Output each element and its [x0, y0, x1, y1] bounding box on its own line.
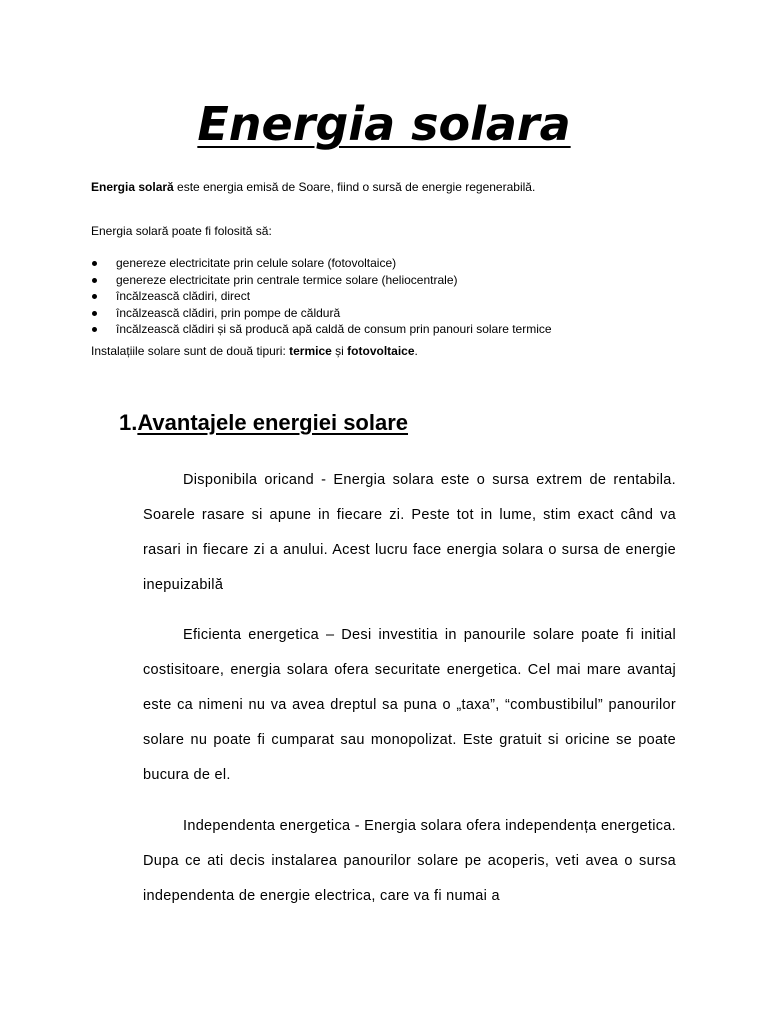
list-item — [91, 288, 552, 305]
types-conjunction: și — [331, 344, 348, 358]
uses-list — [91, 255, 552, 338]
list-item-text: încălzească clădiri și să producă apă caldă de consum prin panouri solare termice — [116, 322, 552, 336]
list-item-text: încălzească clădiri, prin pompe de căldură — [116, 305, 341, 320]
section-heading — [119, 406, 408, 440]
type-thermal: termice — [289, 344, 332, 358]
types-paragraph — [91, 344, 418, 359]
list-item — [91, 321, 552, 338]
document-title: Energia solara — [197, 97, 571, 151]
bullet-icon — [92, 278, 97, 283]
definition-paragraph — [91, 180, 535, 195]
list-item — [91, 305, 552, 322]
bullet-icon — [92, 327, 97, 332]
list-item — [91, 255, 552, 272]
list-item-text: genereze electricitate prin centrale termice solare (heliocentrale) — [116, 272, 458, 287]
list-item-text: încălzească clădiri, direct — [116, 289, 251, 303]
bullet-icon — [92, 261, 97, 266]
types-suffix: . — [414, 344, 418, 358]
paragraph-independence: Independenta energetica - Energia solara ofera independența energetica. Dupa ce ati decis instalarea panourilor solare pe acoperis, veti avea o sursa independenta de energie electrica, care va fi numai a — [143, 818, 676, 904]
type-photovoltaic: fotovoltaice — [347, 344, 415, 358]
list-item-text: genereze electricitate prin celule solare (fotovoltaice) — [116, 256, 397, 270]
list-item — [91, 272, 552, 289]
definition-term: Energia solară — [91, 180, 174, 194]
bullet-icon — [92, 294, 97, 299]
paragraph-efficiency: Eficienta energetica – Desi investitia in panourile solare poate fi initial costisitoare, energia solara ofera securitate energetica. Cel mai mare avantaj este ca nimeni nu va avea dreptul sa puna o „taxa”, “combustibilul” panourilor solare nu poate fi cumparat sau monopolizat. Este gratuit si oricine se poate bucura de el. — [143, 627, 676, 783]
section-number: 1. — [119, 410, 138, 435]
section-title: Avantajele energiei solare — [137, 410, 409, 435]
uses-intro: Energia solară poate fi folosită să: — [91, 224, 272, 238]
bullet-icon — [92, 311, 97, 316]
paragraph-availability: Disponibila oricand - Energia solara este o sursa extrem de rentabila. Soarele rasare si apune in fiecare zi. Peste tot in lume, stim exact când va rasari in fiecare zi a anului. Acest lucru face energia solara o sursa de energie inepuizabilă — [143, 472, 676, 593]
definition-text: este energia emisă de Soare, fiind o sursă de energie regenerabilă. — [173, 180, 536, 194]
types-prefix: Instalațiile solare sunt de două tipuri: — [91, 344, 290, 358]
